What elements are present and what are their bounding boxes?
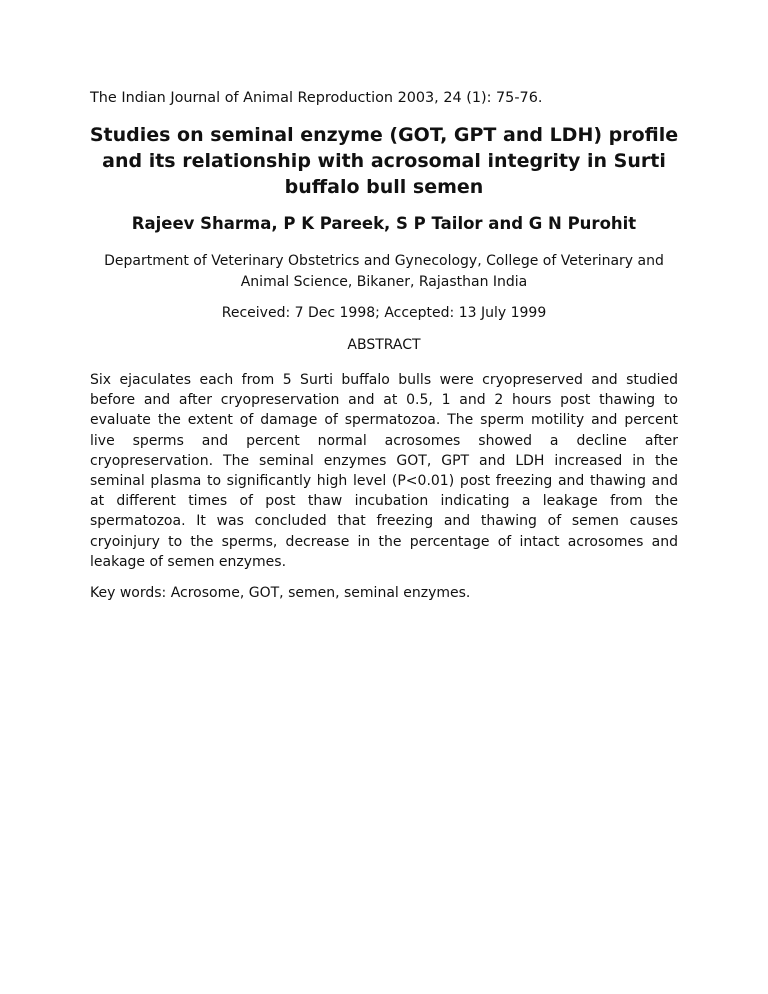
- journal-citation: The Indian Journal of Animal Reproduction 2003, 24 (1): 75-76.: [90, 90, 543, 106]
- abstract-heading: ABSTRACT: [347, 337, 421, 353]
- abstract-body: Six ejaculates each from 5 Surti buffalo bulls were cryopreserved and studied before and after cryopreservation and at 0.5, 1 and 2 hours post thawing to evaluate the extent of damage of spermatozoa. The sperm motility and percent live sperms and percent normal acrosomes showed a decline after cryopreservation. The seminal enzymes GOT, GPT and LDH increased in the seminal plasma to significantly high level (P<0.01) post freezing and thawing and at different times of post thaw incubation indicating a leakage from the spermatozoa. It was concluded that freezing and thawing of semen causes cryoinjury to the sperms, decrease in the percentage of intact acrosomes and leakage of semen enzymes.: [90, 372, 678, 570]
- keywords-line: Key words: Acrosome, GOT, semen, seminal enzymes.: [90, 585, 471, 601]
- author-list: Rajeev Sharma, P K Pareek, S P Tailor and G N Purohit: [131, 214, 637, 233]
- paper-title: Studies on seminal enzyme (GOT, GPT and LDH) profile and its relationship with acrosomal integrity in Surti buffalo bull semen: [89, 124, 679, 198]
- author-affiliation: Department of Veterinary Obstetrics and Gynecology, College of Veterinary and Animal Science, Bikaner, Rajasthan India: [104, 253, 664, 290]
- received-accepted-dates: Received: 7 Dec 1998; Accepted: 13 July 1999: [221, 305, 547, 321]
